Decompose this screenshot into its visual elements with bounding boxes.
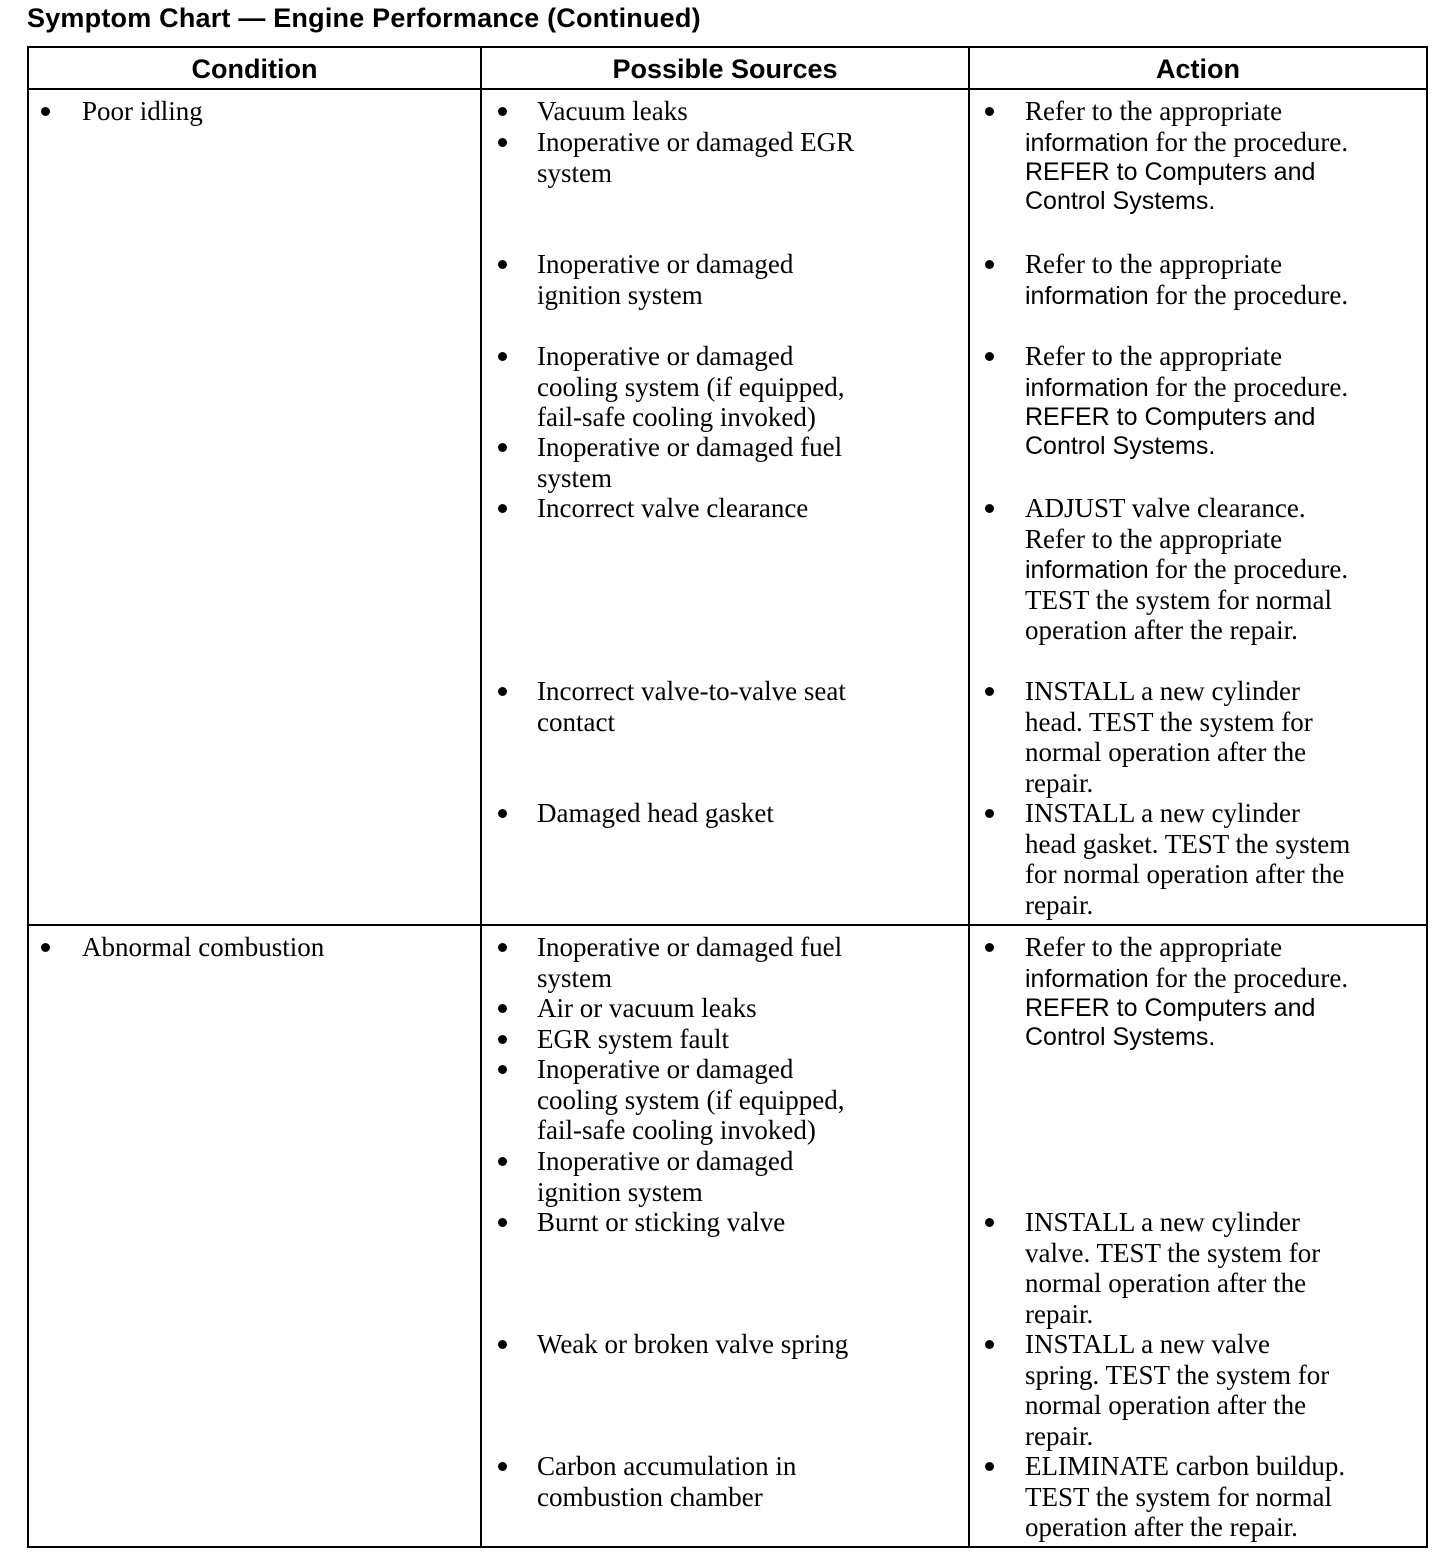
action-text: spring. TEST the system for: [1025, 1359, 1330, 1390]
action-text: REFER to Computers and: [1025, 994, 1316, 1022]
action-text: operation after the repair.: [1025, 615, 1298, 645]
source-text: Carbon accumulation in: [537, 1451, 797, 1481]
bullet-icon: [498, 687, 507, 696]
source-text: Inoperative or damaged fuel: [537, 932, 843, 962]
information-word: information: [1025, 128, 1149, 157]
bullet-icon: [985, 352, 994, 361]
source-text: Air or vacuum leaks: [537, 993, 757, 1023]
source-text: Inoperative or damaged EGR: [537, 127, 855, 157]
bullet-icon: [498, 260, 507, 269]
source-text: system: [537, 962, 613, 993]
source-text: Incorrect valve-to-valve seat: [537, 676, 846, 706]
source-text: Inoperative or damaged: [537, 1146, 794, 1176]
bullet-icon: [498, 1065, 507, 1074]
action-text-rest: for the procedure.: [1148, 279, 1349, 310]
bullet-icon: [498, 107, 507, 116]
information-word: information: [1025, 373, 1149, 402]
bullet-icon: [985, 943, 994, 952]
header-condition: Condition: [191, 54, 318, 84]
action-text: normal operation after the: [1025, 1268, 1307, 1298]
bullet-icon: [498, 1462, 507, 1471]
source-text: system: [537, 157, 613, 188]
action-text: repair.: [1025, 889, 1094, 920]
source-text: fail-safe cooling invoked): [537, 1115, 816, 1145]
source-text: Damaged head gasket: [537, 798, 774, 828]
source-text: EGR system fault: [537, 1024, 729, 1054]
source-text: Incorrect valve clearance: [537, 493, 809, 523]
action-text: Refer to the appropriate: [1025, 96, 1283, 126]
column-divider: [968, 46, 970, 1548]
bullet-icon: [498, 943, 507, 952]
condition-text: Abnormal combustion: [82, 932, 325, 962]
action-text: REFER to Computers and: [1025, 158, 1316, 186]
action-text: INSTALL a new cylinder: [1025, 798, 1300, 828]
action-text-rest: for the procedure.: [1148, 371, 1349, 402]
bullet-icon: [985, 1218, 994, 1227]
bullet-icon: [498, 138, 507, 147]
action-text: INSTALL a new cylinder: [1025, 676, 1300, 706]
action-text: head gasket. TEST the system: [1025, 828, 1351, 859]
action-text: ADJUST valve clearance.: [1025, 493, 1306, 523]
information-word: information: [1025, 281, 1149, 310]
source-text: cooling system (if equipped,: [537, 1084, 845, 1115]
bullet-icon: [41, 943, 50, 952]
header-possible-sources: Possible Sources: [612, 54, 838, 84]
information-word: information: [1025, 556, 1149, 584]
row-divider: [27, 924, 1428, 926]
action-text: valve. TEST the system for: [1025, 1237, 1321, 1268]
action-text: Control Systems.: [1025, 432, 1216, 460]
source-text: Inoperative or damaged: [537, 341, 794, 371]
source-text: Inoperative or damaged: [537, 249, 794, 279]
action-text: [1025, 280, 1348, 312]
chart-title: Symptom Chart — Engine Performance (Continued): [27, 3, 701, 33]
source-text: combustion chamber: [537, 1481, 763, 1512]
action-text: repair.: [1025, 1420, 1094, 1451]
bullet-icon: [498, 1004, 507, 1013]
action-text: [1025, 963, 1348, 995]
bullet-icon: [498, 443, 507, 452]
source-text: system: [537, 462, 613, 493]
action-text: Refer to the appropriate: [1025, 341, 1283, 371]
action-text: TEST the system for normal: [1025, 1481, 1332, 1512]
action-text: Control Systems.: [1025, 187, 1216, 215]
bullet-icon: [985, 107, 994, 116]
action-text: INSTALL a new valve: [1025, 1329, 1271, 1359]
bullet-icon: [985, 809, 994, 818]
header-action: Action: [1156, 54, 1240, 84]
bullet-icon: [41, 107, 50, 116]
bullet-icon: [498, 1035, 507, 1044]
bullet-icon: [498, 504, 507, 513]
action-text: Control Systems.: [1025, 1023, 1216, 1051]
column-divider: [480, 46, 482, 1548]
action-text-rest: for the procedure.: [1148, 554, 1349, 584]
source-text: fail-safe cooling invoked): [537, 402, 816, 432]
action-text-rest: for the procedure.: [1148, 962, 1349, 993]
action-text: INSTALL a new cylinder: [1025, 1207, 1300, 1237]
action-text: Refer to the appropriate: [1025, 932, 1283, 962]
source-text: Inoperative or damaged: [537, 1054, 794, 1084]
bullet-icon: [498, 809, 507, 818]
action-text: TEST the system for normal: [1025, 584, 1332, 615]
action-text: ELIMINATE carbon buildup.: [1025, 1451, 1346, 1481]
header-divider: [27, 88, 1428, 90]
action-text: repair.: [1025, 767, 1094, 798]
bullet-icon: [498, 1157, 507, 1166]
action-text: Refer to the appropriate: [1025, 523, 1283, 554]
action-text: operation after the repair.: [1025, 1512, 1298, 1542]
information-word: information: [1025, 964, 1149, 993]
source-text: Inoperative or damaged fuel: [537, 432, 843, 462]
bullet-icon: [498, 352, 507, 361]
bullet-icon: [985, 504, 994, 513]
bullet-icon: [498, 1218, 507, 1227]
action-text-rest: for the procedure.: [1148, 126, 1349, 157]
action-text: Refer to the appropriate: [1025, 249, 1283, 279]
source-text: contact: [537, 706, 615, 737]
source-text: Vacuum leaks: [537, 96, 688, 126]
action-text: head. TEST the system for: [1025, 706, 1313, 737]
action-text: [1025, 372, 1348, 404]
action-text: for normal operation after the: [1025, 859, 1345, 889]
action-text: [1025, 554, 1348, 586]
source-text: ignition system: [537, 279, 703, 310]
action-text: [1025, 127, 1348, 159]
source-text: Burnt or sticking valve: [537, 1207, 786, 1237]
action-text: normal operation after the: [1025, 1390, 1307, 1420]
bullet-icon: [985, 260, 994, 269]
source-text: ignition system: [537, 1176, 703, 1207]
bullet-icon: [985, 1340, 994, 1349]
condition-text: Poor idling: [82, 96, 203, 126]
bullet-icon: [985, 687, 994, 696]
source-text: Weak or broken valve spring: [537, 1329, 849, 1359]
action-text: repair.: [1025, 1298, 1094, 1329]
action-text: normal operation after the: [1025, 737, 1307, 767]
bullet-icon: [985, 1462, 994, 1471]
source-text: cooling system (if equipped,: [537, 371, 845, 402]
action-text: REFER to Computers and: [1025, 403, 1316, 431]
bullet-icon: [498, 1340, 507, 1349]
